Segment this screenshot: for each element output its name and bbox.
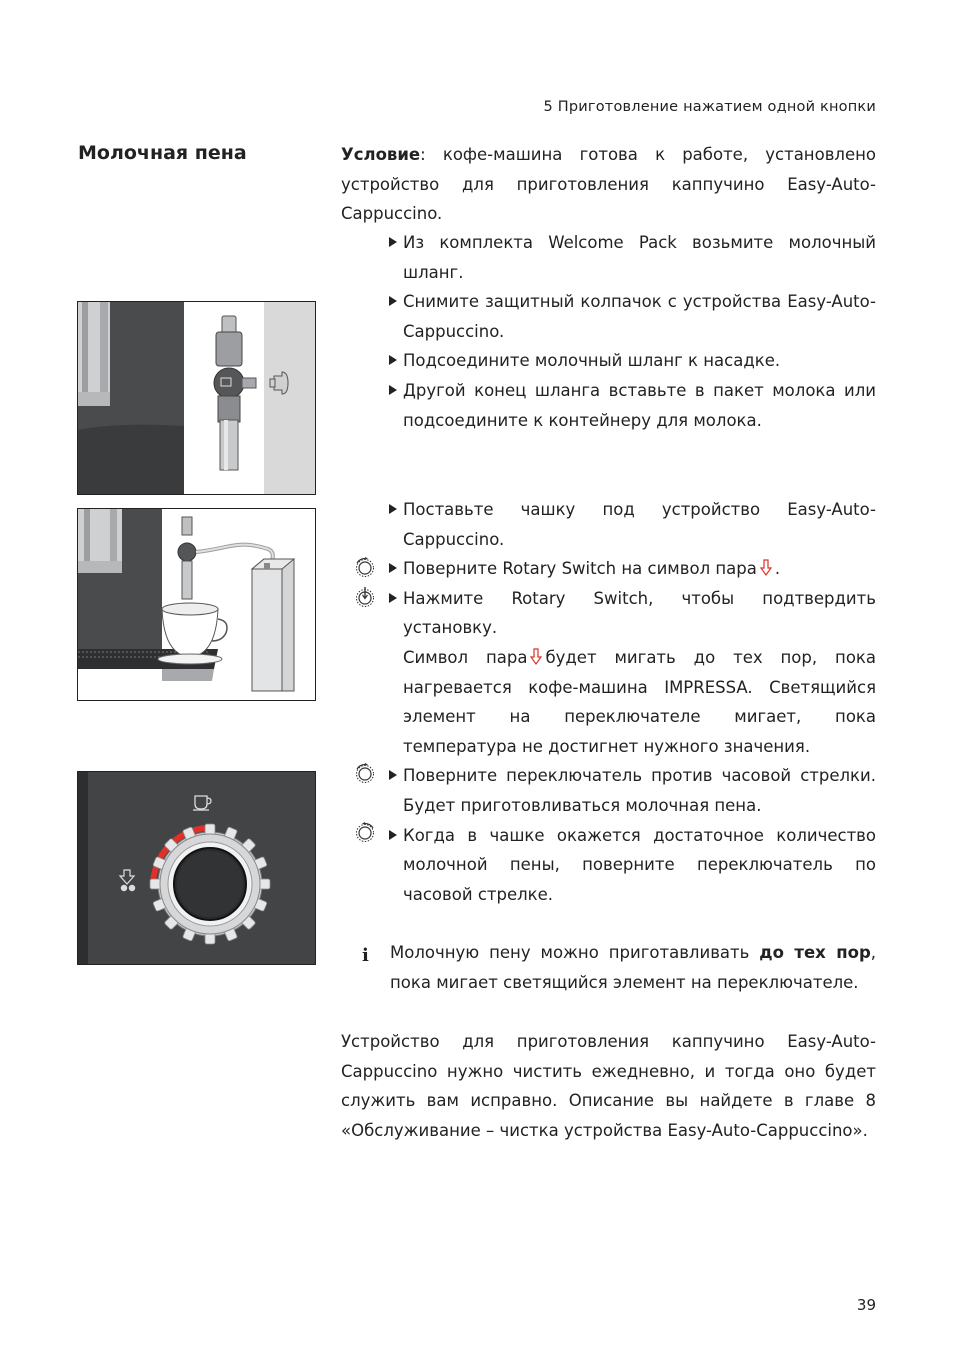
rotary-switch-illustration — [78, 772, 315, 964]
machine-cup-milk-illustration — [78, 509, 315, 700]
list-item: Поверните переключатель против часовой стрелки. Будет приготовливаться молочная пена. — [388, 761, 876, 820]
bullet-arrow-icon — [389, 563, 397, 573]
bullet-arrow-icon — [389, 770, 397, 780]
figure-cappuccino-device — [77, 301, 316, 495]
bullet-arrow-icon — [389, 355, 397, 365]
chapter-header: 5 Приготовление нажатием одной кнопки — [543, 99, 876, 115]
rotate-switch-icon — [354, 557, 376, 579]
info-note: Молочную пену можно приготавливать до тех пор, пока мигает светящийся элемент на переключателе. — [390, 943, 877, 992]
condition-paragraph — [341, 140, 876, 229]
bullet-arrow-icon — [389, 237, 397, 247]
steps-group-2 — [388, 495, 876, 909]
info-icon: i — [362, 945, 369, 966]
steam-symbol-icon — [529, 648, 543, 666]
bullet-arrow-icon — [389, 385, 397, 395]
bullet-arrow-icon — [389, 504, 397, 514]
figure-milk-hose — [77, 508, 316, 701]
section-title: Молочная пена — [78, 142, 247, 164]
bullet-arrow-icon — [389, 593, 397, 603]
list-item: Поставьте чашку под устройство Easy-Auto-Cappuccino. — [388, 495, 876, 554]
rotate-switch-icon — [354, 763, 376, 785]
steam-symbol-icon — [759, 559, 773, 577]
steam-note: Символ пара будет мигать до тех пор, пока нагревается кофе-машина IMPRESSA. Светящийся элемент на переключателе мигает, пока температура не достигнет нужного значения. — [403, 647, 876, 756]
condition-label: Условие — [341, 145, 421, 164]
list-item: Из комплекта Welcome Pack возьмите молочный шланг. — [388, 228, 876, 287]
bullet-arrow-icon — [389, 830, 397, 840]
closing-paragraph: Устройство для приготовления каппучино Easy-Auto-Cappuccino нужно чистить ежедневно, и тогда оно будет служить вам исправно. Описание вы найдете в главе 8 «Обслуживание – чистка устройства Easy-Auto-Cappuccino». — [341, 1032, 876, 1140]
list-item: Поверните Rotary Switch на символ пара . — [388, 554, 876, 584]
rotate-switch-icon — [354, 822, 376, 844]
list-item: Нажмите Rotary Switch, чтобы подтвердить установку. — [388, 584, 876, 643]
machine-illustration — [78, 302, 315, 494]
list-item: Подсоедините молочный шланг к насадке. — [388, 346, 876, 376]
steps-group-1 — [388, 228, 876, 435]
list-item: Когда в чашке окажется достаточное количество молочной пены, поверните переключатель по часовой стрелке. — [388, 821, 876, 910]
press-switch-icon — [354, 586, 376, 608]
list-item: Другой конец шланга вставьте в пакет молока или подсоедините к контейнеру для молока. — [388, 376, 876, 435]
list-item: Снимите защитный колпачок с устройства Easy-Auto-Cappuccino. — [388, 287, 876, 346]
page-number: 39 — [856, 1296, 876, 1314]
figure-rotary-switch — [77, 771, 316, 965]
condition-text: : кофе-машина готова к работе, установлено устройство для приготовления каппучино Easy-Auto-Cappuccino. — [341, 145, 876, 224]
bullet-arrow-icon — [389, 296, 397, 306]
